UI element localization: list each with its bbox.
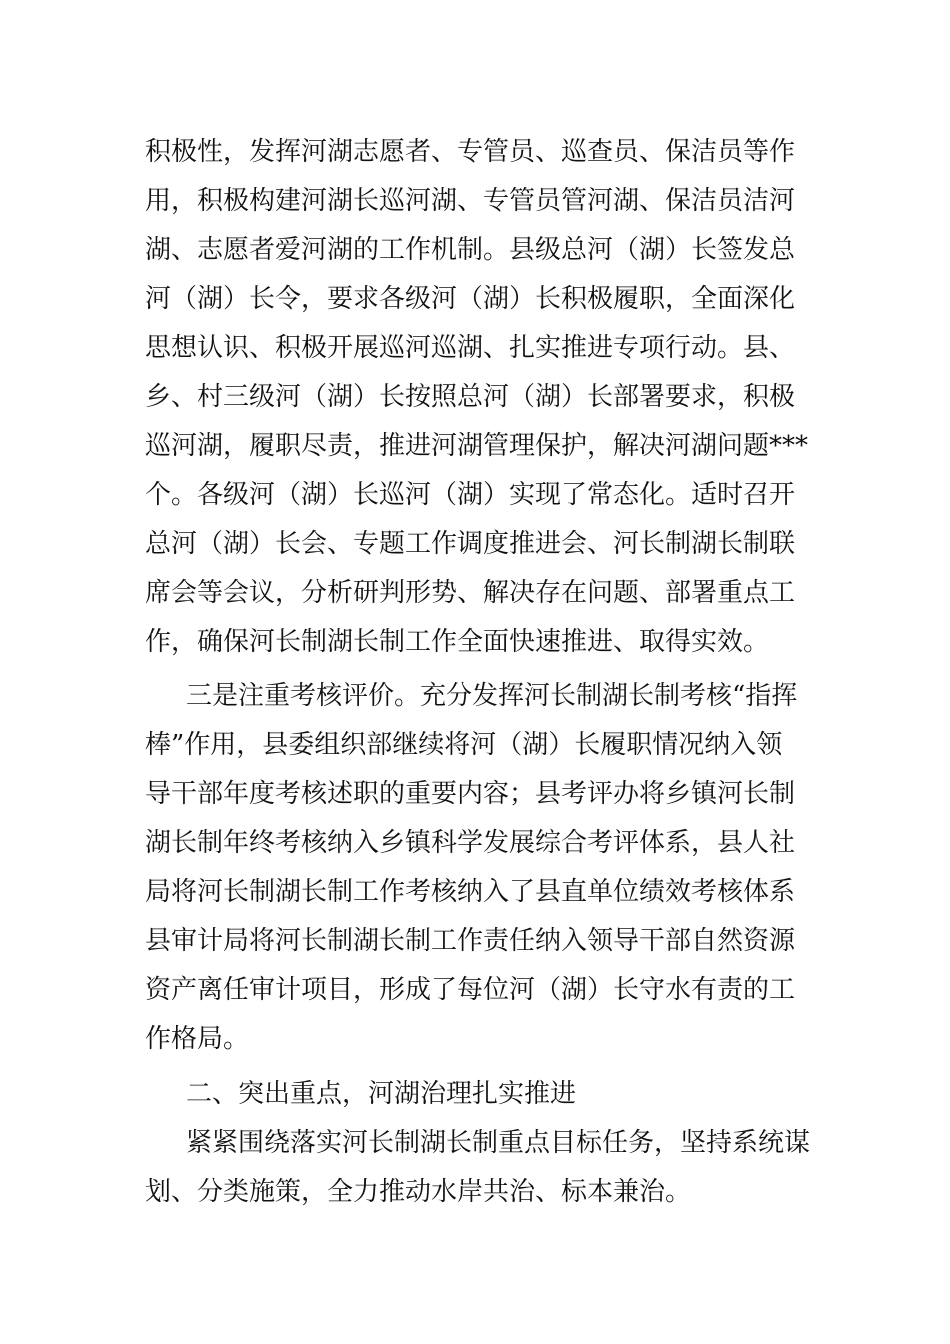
text-line: 资产离任审计项目，形成了每位河（湖）长守水有责的工 [145,975,796,1005]
text-line: 作格局。 [145,1024,250,1054]
text-line: 席会等会议，分析研判形势、解决存在问题、部署重点工 [145,578,796,608]
text-line: 湖长制年终考核纳入乡镇科学发展综合考评体系，县人社 [145,828,796,858]
text-line: 乡、村三级河（湖）长按照总河（湖）长部署要求，积极 [145,382,796,412]
text-line: 局将河长制湖长制工作考核纳入了县直单位绩效考核体系 [145,877,796,907]
text-line: 棒”作用，县委组织部继续将河（湖）长履职情况纳入领 [145,730,783,760]
text-line: 积极性，发挥河湖志愿者、专管员、巡查员、保洁员等作 [145,137,796,167]
text-line: 湖、志愿者爱河湖的工作机制。县级总河（湖）长签发总 [145,235,796,265]
text-line: 用，积极构建河湖长巡河湖、专管员管河湖、保洁员洁河 [145,186,796,216]
text-line: 划、分类施策，全力推动水岸共治、标本兼治。 [145,1177,692,1207]
paragraph-start-line: 三是注重考核评价。充分发挥河长制湖长制考核“指挥 [186,681,798,711]
text-line: 河（湖）长令，要求各级河（湖）长积极履职，全面深化 [145,284,796,314]
paragraph-start-line: 紧紧围绕落实河长制湖长制重点目标任务，坚持系统谋 [186,1128,811,1158]
text-line: 总河（湖）长会、专题工作调度推进会、河长制湖长制联 [145,529,796,559]
text-line: 巡河湖，履职尽责，推进河湖管理保护，解决河湖问题*** [145,431,809,461]
text-line: 县审计局将河长制湖长制工作责任纳入领导干部自然资源 [145,926,796,956]
text-line: 思想认识、积极开展巡河巡湖、扎实推进专项行动。县、 [145,333,796,363]
section-heading: 二、突出重点，河湖治理扎实推进 [186,1079,577,1109]
text-line: 个。各级河（湖）长巡河（湖）实现了常态化。适时召开 [145,480,796,510]
text-line: 导干部年度考核述职的重要内容；县考评办将乡镇河长制 [145,779,796,809]
text-line: 作，确保河长制湖长制工作全面快速推进、取得实效。 [145,627,770,657]
